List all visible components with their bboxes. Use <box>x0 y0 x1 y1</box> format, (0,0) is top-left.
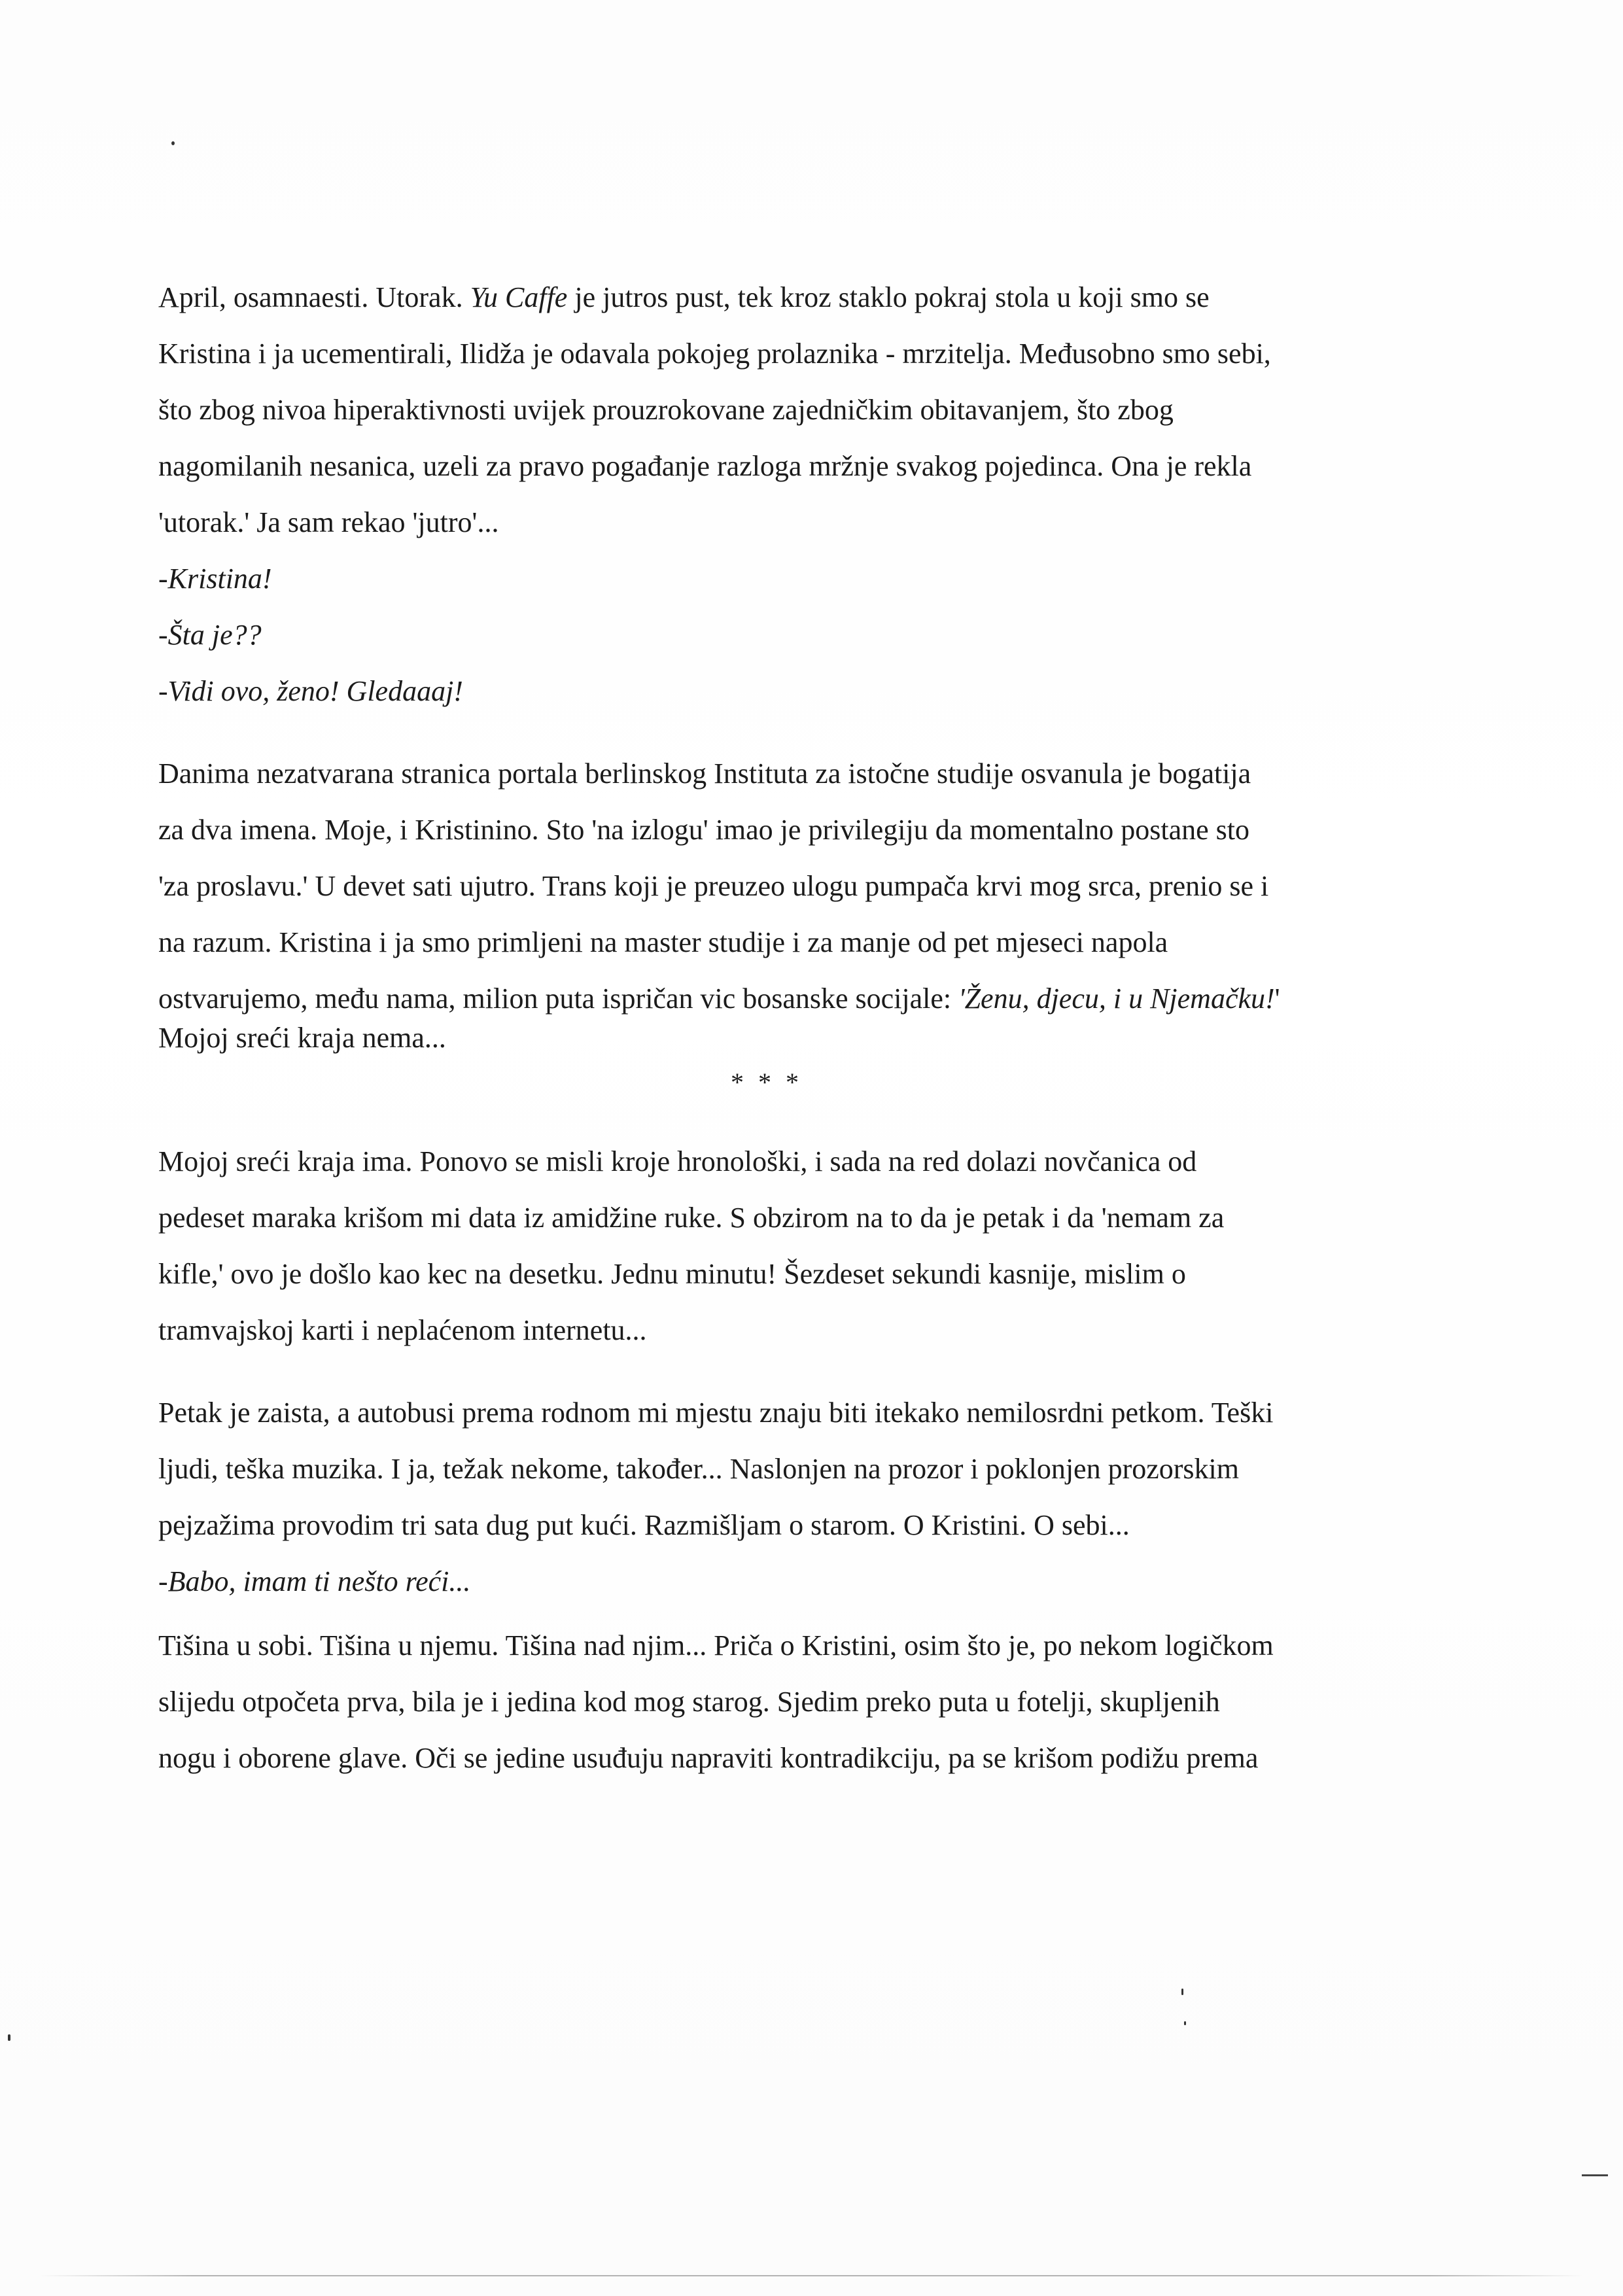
scan-speck-middle <box>1181 1989 1183 1995</box>
scan-bottom-edge <box>39 2275 1584 2276</box>
paragraph-5 <box>158 1618 1375 1786</box>
paragraph-3-line-1: Mojoj sreći kraja ima. Ponovo se misli kroje hronološki, i sada na red dolazi novčanica od <box>158 1145 1197 1177</box>
paragraph-1-line-3: što zbog nivoa hiperaktivnosti uvijek prouzrokovane zajedničkim obitavanjem, što zbog <box>158 394 1174 426</box>
paragraph-1-line-1 <box>158 270 1375 326</box>
scan-speck-right <box>1184 2021 1186 2025</box>
dialogue-line-1: -Kristina! <box>158 563 272 595</box>
dialogue-line-4: -Babo, imam ti nešto reći... <box>158 1565 471 1597</box>
paragraph-3-line-2: pedeset maraka krišom mi data iz amidžine ruke. S obzirom na to da je petak i da 'nemam za <box>158 1202 1225 1234</box>
paragraph-1-line-2: Kristina i ja ucementirali, Ilidža je odavala pokojeg prolaznika - mrzitelja. Međusobno smo sebi, <box>158 338 1271 370</box>
scan-speck-top <box>171 141 175 145</box>
paragraph-4-line-1: Petak je zaista, a autobusi prema rodnom mi mjestu znaju biti itekako nemilosrdni petkom. Teški <box>158 1397 1274 1429</box>
paragraph-1-line-5: 'utorak.' Ja sam rekao 'jutro'... <box>158 506 499 538</box>
paragraph-2-line-4: na razum. Kristina i ja smo primljeni na master studije i za manje od pet mjeseci napola <box>158 926 1168 958</box>
paragraph-2-line-1: Danima nezatvarana stranica portala berlinskog Instituta za istočne studije osvanula je bogatija <box>158 757 1251 790</box>
paragraph-1-line-4: nagomilanih nesanica, uzeli za pravo pogađanje razloga mržnje svakog pojedinca. Ona je rekla <box>158 450 1252 482</box>
paragraph-3-line-4: tramvajskoj karti i neplaćenom internetu... <box>158 1314 647 1346</box>
text-span: ' <box>1274 983 1280 1015</box>
dialogue-line-3: -Vidi ovo, ženo! Gledaaaj! <box>158 675 463 707</box>
dialogue-line-2: -Šta je?? <box>158 619 262 651</box>
paragraph-1 <box>158 270 1375 551</box>
paragraph-5-line-3: nogu i oborene glave. Oči se jedine usuđuju napraviti kontradikciju, pa se krišom podižu prema <box>158 1742 1259 1774</box>
text-span: je jutros pust, tek kroz staklo pokraj stola u koji smo se <box>567 281 1210 313</box>
scan-edge-mark <box>1582 2174 1608 2176</box>
scan-speck-left <box>8 2034 10 2041</box>
document-body <box>158 270 1375 1786</box>
quoted-joke: 'Ženu, djecu, i u Njemačku! <box>958 983 1275 1015</box>
paragraph-2 <box>158 746 1375 1058</box>
text-span: April, osamnaesti. Utorak. <box>158 281 470 313</box>
paragraph-2-line-6: Mojoj sreći kraja nema... <box>158 1022 446 1054</box>
section-separator: * * * <box>731 1068 803 1097</box>
cafe-name: Yu Caffe <box>470 281 568 313</box>
paragraph-3 <box>158 1134 1375 1359</box>
text-span: ostvarujemo, među nama, milion puta ispričan vic bosanske socijale: <box>158 983 959 1015</box>
paragraph-2-line-5 <box>158 979 1375 1018</box>
paragraph-4-line-3: pejzažima provodim tri sata dug put kući. Razmišljam o starom. O Kristini. O sebi... <box>158 1509 1130 1541</box>
paragraph-2-line-2: za dva imena. Moje, i Kristinino. Sto 'na izlogu' imao je privilegiju da momentalno postane sto <box>158 814 1249 846</box>
paragraph-5-line-2: slijedu otpočeta prva, bila je i jedina kod mog starog. Sjedim preko puta u fotelji, skupljenih <box>158 1686 1220 1718</box>
paragraph-3-line-3: kifle,' ovo je došlo kao kec na desetku. Jednu minutu! Šezdeset sekundi kasnije, mislim o <box>158 1258 1186 1290</box>
paragraph-2-line-3: 'za proslavu.' U devet sati ujutro. Trans koji je preuzeo ulogu pumpača krvi mog srca, prenio se i <box>158 870 1269 902</box>
paragraph-5-line-1: Tišina u sobi. Tišina u njemu. Tišina nad njim... Priča o Kristini, osim što je, po nekom logičkom <box>158 1629 1274 1661</box>
paragraph-4 <box>158 1385 1375 1554</box>
paragraph-4-line-2: ljudi, teška muzika. I ja, težak nekome, također... Naslonjen na prozor i poklonjen prozorskim <box>158 1453 1239 1485</box>
